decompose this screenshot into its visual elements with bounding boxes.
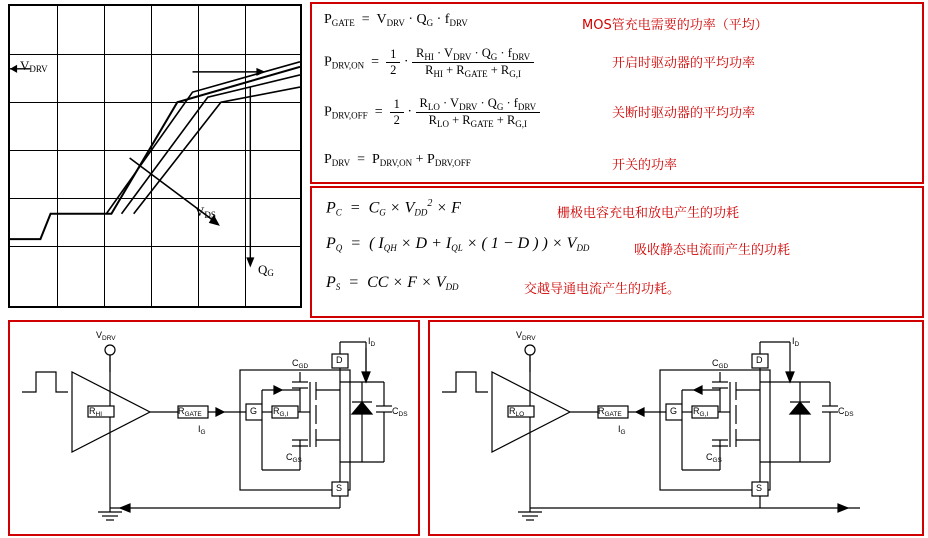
formula-p-drv-on-note: 开启时驱动器的平均功率 [612, 56, 756, 71]
formula-p-drv-on: $P_{DRV,ON}$ = $\frac{1}{2}$ · $\frac{R_{HI} \cdot V_{DRV} \cdot Q_G \cdot f_{DRV}}{R_{HI} + R_{GATE} + R_{G,I}}$ [324, 46, 534, 79]
label-d-right: D [756, 355, 763, 365]
formula-p-drv-total: $P_{DRV} = P_{DRV,ON} + P_{DRV,OFF}$ [324, 152, 471, 168]
label-cgs-right: $C_{GS}$ [706, 452, 722, 464]
label-s-right: S [756, 483, 763, 493]
chart-label-vdrv: $V_{DRV}$ [20, 58, 48, 74]
label-rhi-left: $R_{HI}$ [89, 406, 102, 418]
label-cgd-right: $C_{GD}$ [712, 358, 729, 370]
label-id-right: $I_D$ [792, 336, 800, 348]
gate-charge-chart [8, 4, 302, 308]
formula-p-gate-note: MOS管充电需要的功率（平均） [582, 18, 768, 33]
label-id-left: $I_D$ [368, 336, 376, 348]
label-cds-right: $C_{DS}$ [838, 406, 854, 418]
formula-ps: PS = CC × F × VDD [326, 274, 459, 292]
formula-pq: PQ = ( IQH × D + IQL × ( 1 − D ) ) × VDD [326, 235, 590, 253]
label-rgi-left: $R_{G,I}$ [273, 406, 289, 418]
formula-ps-note: 交越导通电流产生的功耗。 [524, 282, 681, 297]
label-vdrv-right: $V_{DRV}$ [516, 330, 536, 342]
label-vdrv-left: $V_{DRV}$ [96, 330, 116, 342]
circuit-left-svg [10, 322, 414, 530]
circuit-turn-on [8, 320, 420, 536]
chart-label-vds: $V_{DS}$ [195, 204, 216, 220]
label-rgi-right: $R_{G,I}$ [693, 406, 709, 418]
label-ig-right: $I_G$ [618, 424, 626, 436]
label-rlo-right: $R_{LO}$ [509, 406, 525, 418]
label-cgs-left: $C_{GS}$ [286, 452, 302, 464]
chart-curves [10, 6, 300, 306]
label-rgate-right: $R_{GATE}$ [598, 406, 622, 418]
formula-p-gate: $P_{GATE} = V_{DRV} \cdot Q_G \cdot f_{DRV}$ [324, 12, 468, 28]
label-g-right: G [670, 406, 678, 416]
label-d-left: D [336, 355, 343, 365]
formula-pc: PC = CG × $VDD^2 \times F$ [326, 198, 461, 218]
label-rgate-left: $R_{GATE}$ [178, 406, 202, 418]
label-s-left: S [336, 483, 343, 493]
formula-pc-note: 栅极电容充电和放电产生的功耗 [557, 206, 740, 221]
power-formula-box-primary [310, 2, 924, 184]
formula-p-drv-total-note: 开关的功率 [612, 158, 678, 173]
label-g-left: G [250, 406, 258, 416]
formula-p-drv-off: $P_{DRV,OFF}$ = $\frac{1}{2}$ · $\frac{R_{LO} \cdot V_{DRV} \cdot Q_G \cdot f_{DRV}}{R_{LO} + R_{GATE} + R_{G,I}}$ [324, 96, 540, 129]
label-cds-left: $C_{DS}$ [392, 406, 408, 418]
formula-p-drv-off-note: 关断时驱动器的平均功率 [612, 106, 756, 121]
power-formula-box-secondary [310, 186, 924, 318]
formula-pq-note: 吸收静态电流而产生的功耗 [634, 243, 791, 258]
circuit-turn-off [428, 320, 924, 536]
label-ig-left: $I_G$ [198, 424, 206, 436]
circuit-right-svg [430, 322, 918, 530]
chart-label-qg: $Q_G$ [258, 262, 274, 278]
label-cgd-left: $C_{GD}$ [292, 358, 309, 370]
